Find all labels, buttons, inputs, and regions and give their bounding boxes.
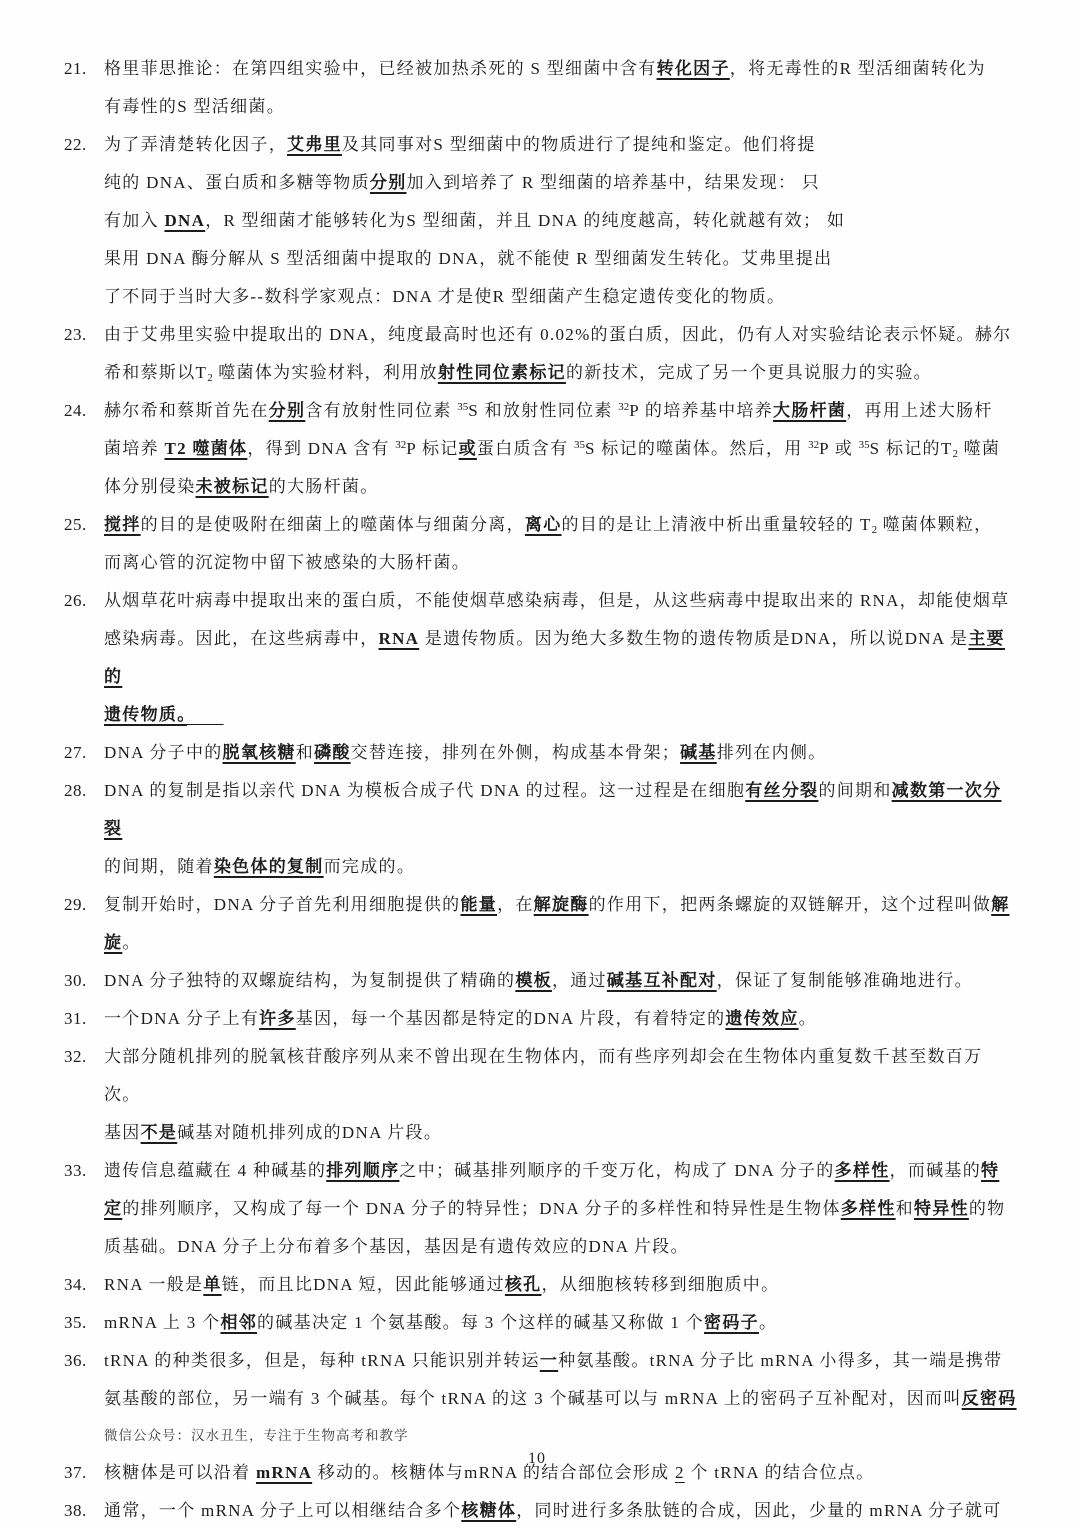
- watermark-note: 微信公众号：汉水丑生，专注于生物高考和教学: [104, 1428, 409, 1443]
- item-text: [104, 886, 1018, 962]
- text-segment: 35: [858, 439, 870, 451]
- notes-list: [64, 50, 1018, 1528]
- key-term: 密码子: [704, 1313, 759, 1332]
- list-item: [64, 886, 1018, 962]
- key-term: 分别: [369, 173, 407, 192]
- text-segment: 和: [295, 743, 315, 762]
- list-item: [64, 506, 1018, 582]
- key-term: 离心: [524, 515, 562, 534]
- text-segment: 有毒性的S 型活细菌。: [104, 97, 286, 116]
- text-segment: 而完成的。: [323, 857, 416, 876]
- key-term: 旋: [104, 933, 123, 952]
- item-text: [104, 392, 1018, 506]
- text-segment: 。: [122, 933, 141, 952]
- page-number: 10: [528, 1450, 546, 1467]
- item-number: 26.: [64, 591, 87, 610]
- list-item: [64, 582, 1018, 734]
- key-term: 分别: [268, 401, 306, 420]
- text-segment: 32: [808, 439, 820, 451]
- text-segment: 果用 DNA 酶分解从 S 型活细菌中提取的 DNA，就不能使 R 型细菌发生转化。艾弗里提出: [104, 249, 833, 268]
- list-item: [64, 1304, 1018, 1342]
- item-text: [104, 506, 1018, 582]
- text-segment: DNA 的复制是指以亲代 DNA 为模板合成子代 DNA 的过程。这一过程是在细胞: [104, 781, 746, 800]
- item-number: 24.: [64, 401, 87, 420]
- key-term: 模板: [515, 971, 552, 990]
- key-term: DNA: [164, 211, 206, 230]
- text-segment: 交替连接，排列在外侧，构成基本骨架；: [350, 743, 681, 762]
- key-term: 碱基互补配对: [606, 971, 717, 990]
- item-text: [104, 1492, 1018, 1528]
- key-term: 一: [539, 1351, 559, 1370]
- text-segment: 的排列顺序，又构成了每一个 DNA 分子的特异性；DNA 分子的多样性和特异性是生物体: [122, 1199, 841, 1218]
- key-term: 解旋酶: [533, 895, 589, 914]
- item-number: 38.: [64, 1501, 87, 1520]
- item-number: 37.: [64, 1463, 87, 1482]
- text-segment: 的间期，随着: [104, 857, 214, 876]
- item-number: 27.: [64, 743, 87, 762]
- item-number: 29.: [64, 895, 87, 914]
- text-segment: ，同时进行多条肽链的合成，因此，少量的 mRNA 分子就可: [516, 1501, 1002, 1520]
- text-segment: 通常，一个 mRNA 分子上可以相继结合多个: [104, 1501, 462, 1520]
- list-item: [64, 50, 1018, 126]
- text-segment: 32: [395, 439, 407, 451]
- text-segment: 含有放射性同位素: [305, 401, 458, 420]
- item-text: [104, 1000, 1018, 1038]
- text-segment: 的目的是使吸附在细菌上的噬菌体与细菌分离，: [140, 515, 525, 534]
- text-segment: 噬菌体颗粒，: [877, 515, 993, 534]
- text-segment: S 和放射性同位素: [468, 401, 619, 420]
- item-number: 30.: [64, 971, 87, 990]
- key-term: 脱氧核糖: [222, 743, 296, 762]
- text-segment: 种氨基酸。tRNA 分子比 mRNA 小得多，其一端是携带: [558, 1351, 1003, 1370]
- text-segment: 希和蔡斯以T: [104, 363, 208, 382]
- item-text: [104, 1304, 1018, 1342]
- key-term: 特: [981, 1161, 1000, 1180]
- list-item: [64, 392, 1018, 506]
- text-segment: mRNA 上 3 个: [104, 1313, 221, 1332]
- text-segment: S 标记的噬菌体。然后，用: [584, 439, 809, 458]
- item-number: 32.: [64, 1047, 87, 1066]
- text-segment: 。: [758, 1313, 778, 1332]
- item-number: 23.: [64, 325, 87, 344]
- text-segment: ，将无毒性的R 型活细菌转化为: [729, 59, 986, 78]
- key-term: 单: [203, 1275, 222, 1294]
- key-term: 解: [991, 895, 1010, 914]
- text-segment: 核糖体是可以沿着: [104, 1463, 256, 1482]
- text-segment: 的目的是让上清液中析出重量较轻的 T: [561, 515, 872, 534]
- key-term: 磷酸: [314, 743, 351, 762]
- text-segment: 大部分随机排列的脱氧核苷酸序列从来不曾出现在生物体内，而有些序列却会在生物体内重复数千甚至数百万次。: [104, 1047, 983, 1104]
- item-text: [104, 1342, 1018, 1454]
- text-segment: 菌培养: [104, 439, 165, 458]
- text-segment: 的碱基决定 1 个氨基酸。每 3 个这样的碱基又称做 1 个: [257, 1313, 705, 1332]
- key-term: 核糖体: [461, 1501, 517, 1520]
- list-item: [64, 1152, 1018, 1266]
- list-item: [64, 126, 1018, 316]
- list-item: [64, 1492, 1018, 1528]
- text-segment: 纯的 DNA、蛋白质和多糖等物质: [104, 173, 370, 192]
- text-segment: DNA 分子独特的双螺旋结构，为复制提供了精确的: [104, 971, 516, 990]
- item-number: 21.: [64, 59, 87, 78]
- key-term: 未被标记: [195, 477, 269, 496]
- text-segment: 35: [573, 439, 585, 451]
- text-segment: ，R 型细菌才能够转化为S 型细菌，并且 DNA 的纯度越高，转化就越有效； 如: [205, 211, 846, 230]
- key-term: 搅拌: [104, 515, 141, 534]
- text-segment: DNA 分子中的: [104, 743, 223, 762]
- text-segment: 赫尔希和蔡斯首先在: [104, 401, 269, 420]
- key-term: 能量: [460, 895, 498, 914]
- text-segment: 感染病毒。因此，在这些病毒中，: [104, 629, 379, 648]
- text-segment: 而离心管的沉淀物中留下被感染的大肠杆菌。: [104, 553, 470, 572]
- text-segment: S 标记的T: [869, 439, 953, 458]
- key-term: 碱基: [680, 743, 717, 762]
- key-term: 许多: [259, 1009, 296, 1028]
- key-term: 大肠杆菌: [773, 401, 847, 420]
- key-term: 或: [458, 439, 477, 458]
- text-segment: 35: [457, 401, 469, 413]
- text-segment: tRNA 的种类很多，但是，每种 tRNA 只能识别并转运: [104, 1351, 540, 1370]
- item-number: 34.: [64, 1275, 87, 1294]
- text-segment: 基因，每一个基因都是特定的DNA 片段，有着特定的: [295, 1009, 726, 1028]
- text-segment: [187, 705, 224, 724]
- list-item: [64, 1266, 1018, 1304]
- key-term: 主要的: [104, 629, 1005, 686]
- text-segment: 2: [674, 1463, 685, 1482]
- text-segment: 的物: [968, 1199, 1006, 1218]
- list-item: [64, 734, 1018, 772]
- text-segment: 链，而且比DNA 短，因此能够通过: [221, 1275, 505, 1294]
- text-segment: 噬菌体为实验材料，利用放: [212, 363, 438, 382]
- item-text: [104, 1152, 1018, 1266]
- item-number: 31.: [64, 1009, 87, 1028]
- text-segment: 噬菌: [958, 439, 1001, 458]
- text-segment: 的大肠杆菌。: [268, 477, 379, 496]
- list-item: [64, 962, 1018, 1000]
- text-segment: 。: [798, 1009, 817, 1028]
- text-segment: 排列在内侧。: [716, 743, 827, 762]
- key-term: 转化因子: [656, 59, 730, 78]
- text-segment: ，从细胞核转移到细胞质中。: [541, 1275, 780, 1294]
- key-term: 遗传物质。: [104, 705, 187, 724]
- key-term: 有丝分裂: [745, 781, 819, 800]
- key-term: 遗传效应: [725, 1009, 799, 1028]
- text-segment: 遗传信息蕴藏在 4 种碱基的: [104, 1161, 327, 1180]
- item-text: [104, 1266, 1018, 1304]
- text-segment: 个 tRNA 的结合位点。: [684, 1463, 875, 1482]
- text-segment: P 或: [819, 439, 859, 458]
- key-term: 多样性: [840, 1199, 896, 1218]
- text-segment: ，在: [497, 895, 534, 914]
- item-text: [104, 962, 1018, 1000]
- item-number: 35.: [64, 1313, 87, 1332]
- text-segment: ，通过: [551, 971, 607, 990]
- text-segment: 2: [952, 448, 959, 460]
- list-item: [64, 772, 1018, 886]
- text-segment: 了不同于当时大多--数科学家观点：DNA 才是使R 型细菌产生稳定遗传变化的物质。: [104, 287, 786, 306]
- text-segment: 为了弄清楚转化因子，: [104, 135, 287, 154]
- text-segment: 及其同事对S 型细菌中的物质进行了提纯和鉴定。他们将提: [341, 135, 816, 154]
- item-number: 25.: [64, 515, 87, 534]
- text-segment: 碱基对随机排列成的DNA 片段。: [177, 1123, 443, 1142]
- text-segment: 体分别侵染: [104, 477, 196, 496]
- item-number: 36.: [64, 1351, 87, 1370]
- key-term: 核孔: [504, 1275, 542, 1294]
- text-segment: 复制开始时，DNA 分子首先利用细胞提供的: [104, 895, 461, 914]
- key-term: 不是: [140, 1123, 178, 1142]
- text-segment: 32: [618, 401, 630, 413]
- text-segment: 2: [207, 372, 213, 384]
- key-term: 射性同位素标记: [437, 363, 566, 382]
- key-term: T2 噬菌体: [164, 439, 248, 458]
- item-text: [104, 582, 1018, 734]
- key-term: 反密码: [961, 1389, 1017, 1408]
- item-number: 22.: [64, 135, 87, 154]
- text-segment: 的间期和: [818, 781, 892, 800]
- key-term: 相邻: [220, 1313, 258, 1332]
- list-item: [64, 316, 1018, 392]
- key-term: mRNA: [255, 1463, 313, 1482]
- text-segment: 质基础。DNA 分子上分布着多个基因，基因是有遗传效应的DNA 片段。: [104, 1237, 689, 1256]
- text-segment: 基因: [104, 1123, 141, 1142]
- item-text: [104, 316, 1018, 392]
- text-segment: ，得到 DNA 含有: [247, 439, 396, 458]
- item-text: [104, 734, 1018, 772]
- text-segment: ，保证了复制能够准确地进行。: [716, 971, 973, 990]
- key-term: 染色体的复制: [213, 857, 324, 876]
- text-segment: 有加入: [104, 211, 165, 230]
- text-segment: 的作用下，把两条螺旋的双链解开，这个过程叫做: [588, 895, 992, 914]
- text-segment: 之中；碱基排列顺序的千变万化，构成了 DNA 分子的: [399, 1161, 835, 1180]
- key-term: 多样性: [834, 1161, 890, 1180]
- item-text: [104, 50, 1018, 126]
- list-item: [64, 1342, 1018, 1454]
- text-segment: 一个DNA 分子上有: [104, 1009, 260, 1028]
- text-segment: RNA 一般是: [104, 1275, 204, 1294]
- text-segment: 格里菲思推论：在第四组实验中，已经被加热杀死的 S 型细菌中含有: [104, 59, 657, 78]
- item-text: [104, 1038, 1018, 1152]
- text-segment: P 的培养基中培养: [629, 401, 774, 420]
- text-segment: 是遗传物质。因为绝大多数生物的遗传物质是DNA，所以说DNA 是: [419, 629, 969, 648]
- text-segment: ，再用上述大肠杆: [846, 401, 993, 420]
- item-number: 33.: [64, 1161, 87, 1180]
- item-text: [104, 772, 1018, 886]
- text-segment: P 标记: [406, 439, 459, 458]
- key-term: 排列顺序: [326, 1161, 400, 1180]
- text-segment: 氨基酸的部位，另一端有 3 个碱基。每个 tRNA 的这 3 个碱基可以与 mRNA 上的密码子互补配对，因而叫: [104, 1389, 962, 1408]
- text-segment: 的新技术，完成了另一个更具说服力的实验。: [565, 363, 932, 382]
- item-text: [104, 126, 1018, 316]
- text-segment: 由于艾弗里实验中提取出的 DNA，纯度最高时也还有 0.02%的蛋白质，因此，仍有人对实验结论表示怀疑。赫尔: [104, 325, 1012, 344]
- text-segment: 和: [895, 1199, 914, 1218]
- key-term: 特异性: [913, 1199, 969, 1218]
- text-segment: 从烟草花叶病毒中提取出来的蛋白质，不能使烟草感染病毒，但是，从这些病毒中提取出来的 RNA，却能使烟草: [104, 591, 1010, 610]
- key-term: 减数第一次分裂: [104, 781, 1002, 838]
- key-term: RNA: [378, 629, 420, 648]
- text-segment: 加入到培养了 R 型细菌的培养基中，结果发现： 只: [406, 173, 821, 192]
- list-item: [64, 1038, 1018, 1152]
- key-term: 艾弗里: [287, 135, 342, 154]
- text-segment: 2: [871, 524, 878, 536]
- item-number: 28.: [64, 781, 87, 800]
- text-segment: 移动的。核糖体与mRNA 的结合部位会形成: [312, 1463, 675, 1482]
- text-segment: 蛋白质含有: [476, 439, 574, 458]
- list-item: [64, 1000, 1018, 1038]
- key-term: 定: [104, 1199, 123, 1218]
- text-segment: ，而碱基的: [889, 1161, 982, 1180]
